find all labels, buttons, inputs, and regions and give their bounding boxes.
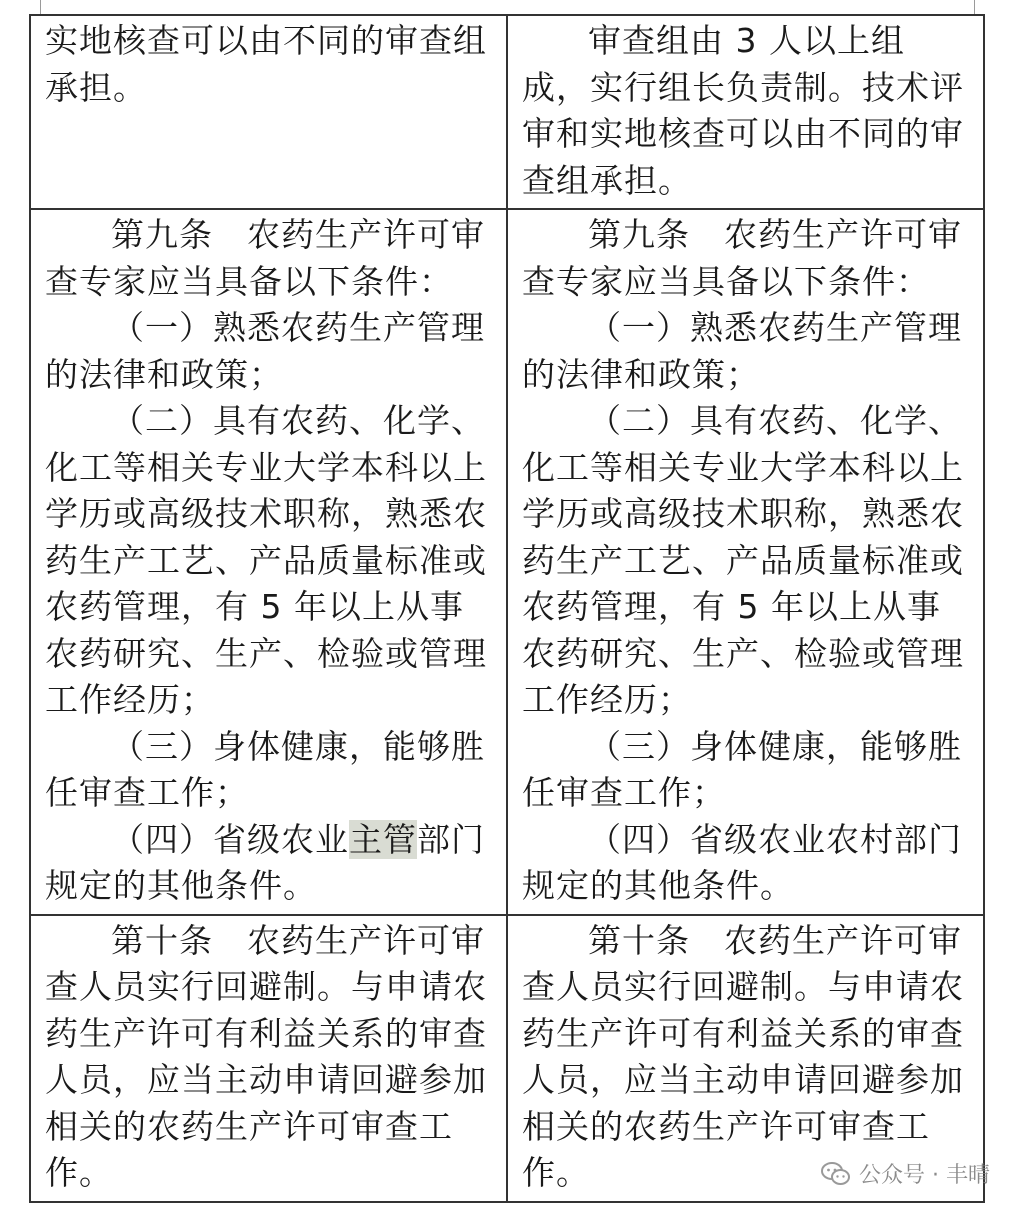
paragraph: 第十条 农药生产许可审查人员实行回避制。与申请农药生产许可有利益关系的审查人员，应当主动申请回避参加相关的农药生产许可审查工作。 bbox=[45, 920, 487, 1192]
article-heading: 第九条 农药生产许可审查专家应当具备以下条件： bbox=[45, 215, 485, 301]
paragraph: （一）熟悉农药生产管理的法律和政策； bbox=[45, 308, 485, 394]
table-cell-right bbox=[507, 15, 984, 209]
wechat-icon bbox=[821, 1161, 851, 1187]
paragraph: （二）具有农药、化学、化工等相关专业大学本科以上学历或高级技术职称，熟悉农药生产工艺、产品质量标准或农药管理，有 5 年以上从事农药研究、生产、检验或管理工作经历； bbox=[45, 401, 487, 719]
paragraph: 审查组由 3 人以上组成，实行组长负责制。技术评审和实地核查可以由不同的审查组承担。 bbox=[522, 21, 964, 200]
watermark bbox=[821, 1158, 990, 1189]
watermark-text: 公众号 · 丰晴 bbox=[859, 1163, 990, 1188]
paragraph: 第十条 农药生产许可审查人员实行回避制。与申请农药生产许可有利益关系的审查人员，应当主动申请回避参加相关的农药生产许可审查工作。 bbox=[522, 920, 964, 1192]
paragraph: （三）身体健康，能够胜任审查工作； bbox=[522, 726, 962, 812]
text-run: 部门规定的其他条件。 bbox=[45, 819, 485, 905]
text-run: （四）省级农业 bbox=[111, 819, 349, 859]
paragraph: （三）身体健康，能够胜任审查工作； bbox=[45, 726, 485, 812]
table-row bbox=[30, 15, 984, 209]
table-cell-left bbox=[30, 915, 507, 1202]
article-heading: 第九条 农药生产许可审查专家应当具备以下条件： bbox=[522, 215, 962, 301]
table-cell-right bbox=[507, 209, 984, 915]
table-cell-left bbox=[30, 209, 507, 915]
page-margin-mark-left bbox=[40, 0, 41, 14]
paragraph: （一）熟悉农药生产管理的法律和政策； bbox=[522, 308, 962, 394]
comparison-table bbox=[29, 14, 985, 1203]
page-margin-mark-right bbox=[974, 0, 975, 14]
paragraph: （二）具有农药、化学、化工等相关专业大学本科以上学历或高级技术职称，熟悉农药生产工艺、产品质量标准或农药管理，有 5 年以上从事农药研究、生产、检验或管理工作经历； bbox=[522, 401, 964, 719]
table-cell-left bbox=[30, 15, 507, 209]
paragraph: （四）省级农业农村部门规定的其他条件。 bbox=[522, 819, 962, 905]
highlighted-text: 主管 bbox=[349, 819, 417, 859]
paragraph: 实地核查可以由不同的审查组承担。 bbox=[45, 21, 487, 107]
paragraph-with-highlight bbox=[45, 817, 494, 910]
table-row bbox=[30, 209, 984, 915]
